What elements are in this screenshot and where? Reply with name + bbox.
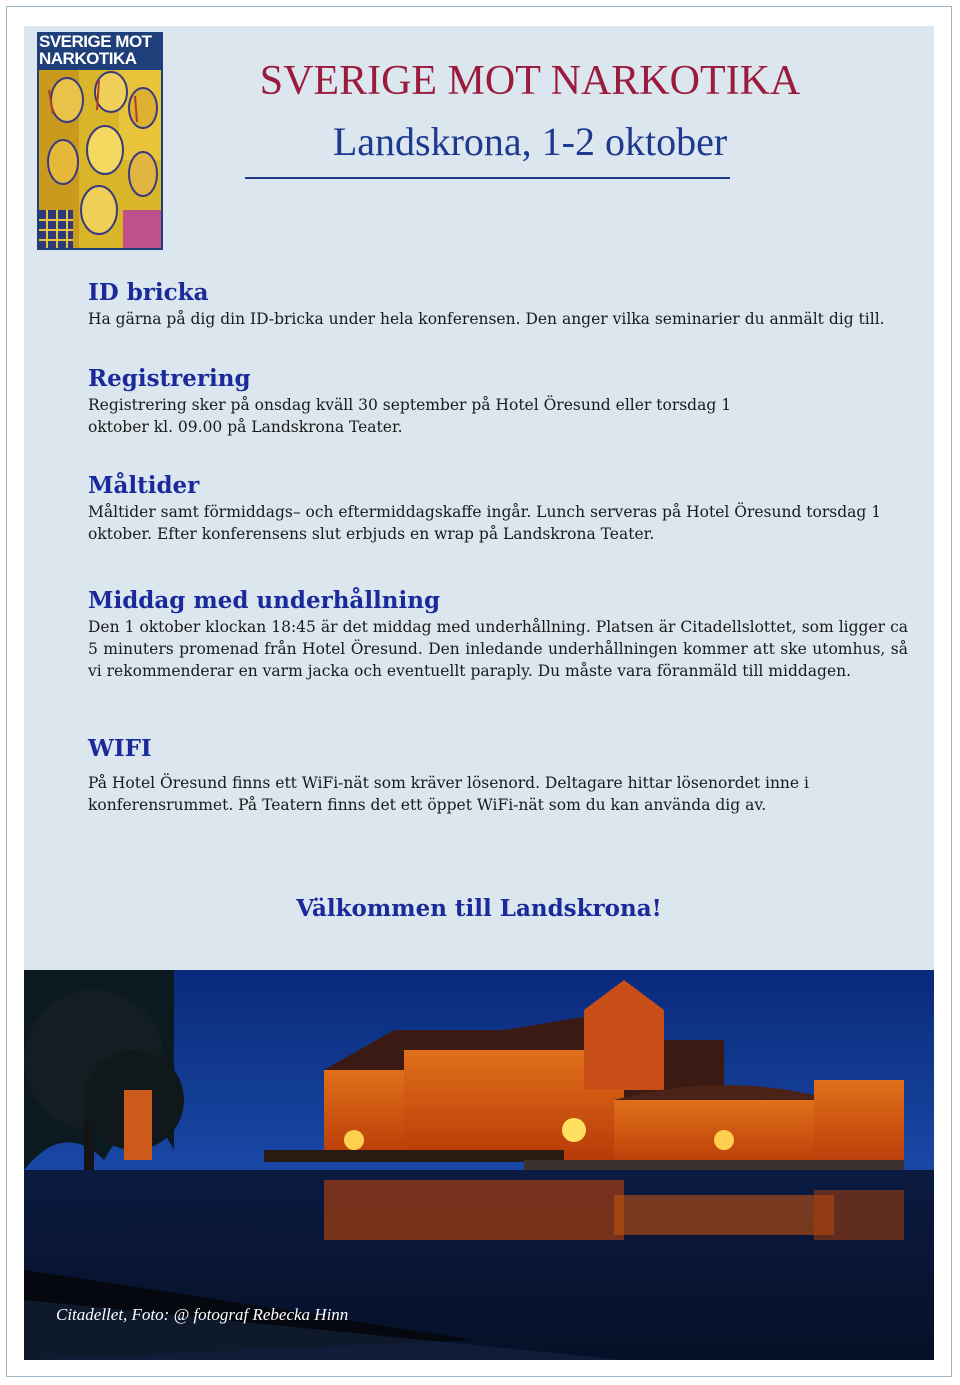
section-heading: Middag med underhållning (88, 587, 441, 614)
section-body: Ha gärna på dig din ID-bricka under hela konferensen. Den anger vilka seminarier du anmält dig till. (88, 310, 885, 328)
section-heading: ID bricka (88, 279, 209, 306)
section-body: Registrering sker på onsdag kväll 30 september på Hotel Öresund eller torsdag 1 oktober kl. 09.00 på Landskrona Teater. (88, 396, 732, 436)
title-underline (245, 177, 730, 179)
section-heading: Registrering (88, 365, 251, 392)
section-body: Måltider samt förmiddags– och eftermiddagskaffe ingår. Lunch serveras på Hotel Öresund torsdag 1 oktober. Efter konferensens slut erbjuds en wrap på Landskrona Teater. (88, 503, 882, 543)
section-registration (88, 364, 748, 438)
page-title: SVERIGE MOT NARKOTIKA (259, 58, 801, 104)
logo-text (39, 33, 163, 67)
logo (37, 32, 163, 250)
section-heading: WIFI (88, 735, 152, 762)
logo-painting (39, 70, 161, 248)
citadel-photo (24, 970, 934, 1360)
section-heading: Måltider (88, 472, 200, 499)
section-wifi (88, 734, 888, 816)
section-id-badge (88, 278, 910, 330)
welcome-message: Välkommen till Landskrona! (296, 895, 662, 922)
section-body: På Hotel Öresund finns ett WiFi-nät som kräver lösenord. Deltagare hittar lösenordet inne i konferensrummet. På Teatern finns det ett öppet WiFi-nät som du kan använda dig av. (88, 774, 809, 814)
citadel-illustration (24, 970, 934, 1360)
photo-caption: Citadellet, Foto: @ fotograf Rebecka Hinn (56, 1305, 349, 1324)
page-subtitle: Landskrona, 1-2 oktober (332, 119, 728, 164)
section-dinner (88, 586, 908, 682)
section-meals (88, 471, 900, 545)
logo-line-2: NARKOTIKA (39, 49, 137, 68)
logo-line-1: SVERIGE MOT (39, 32, 152, 51)
section-body: Den 1 oktober klockan 18:45 är det middag med underhållning. Platsen är Citadellslottet, som ligger ca 5 minuters promenad från Hotel Öresund. Den inledande underhållningen kommer att ske utomhus, så vi rekommenderar en varm jacka och eventuellt paraply. Du måste vara föranmäld till middagen. (88, 618, 908, 680)
